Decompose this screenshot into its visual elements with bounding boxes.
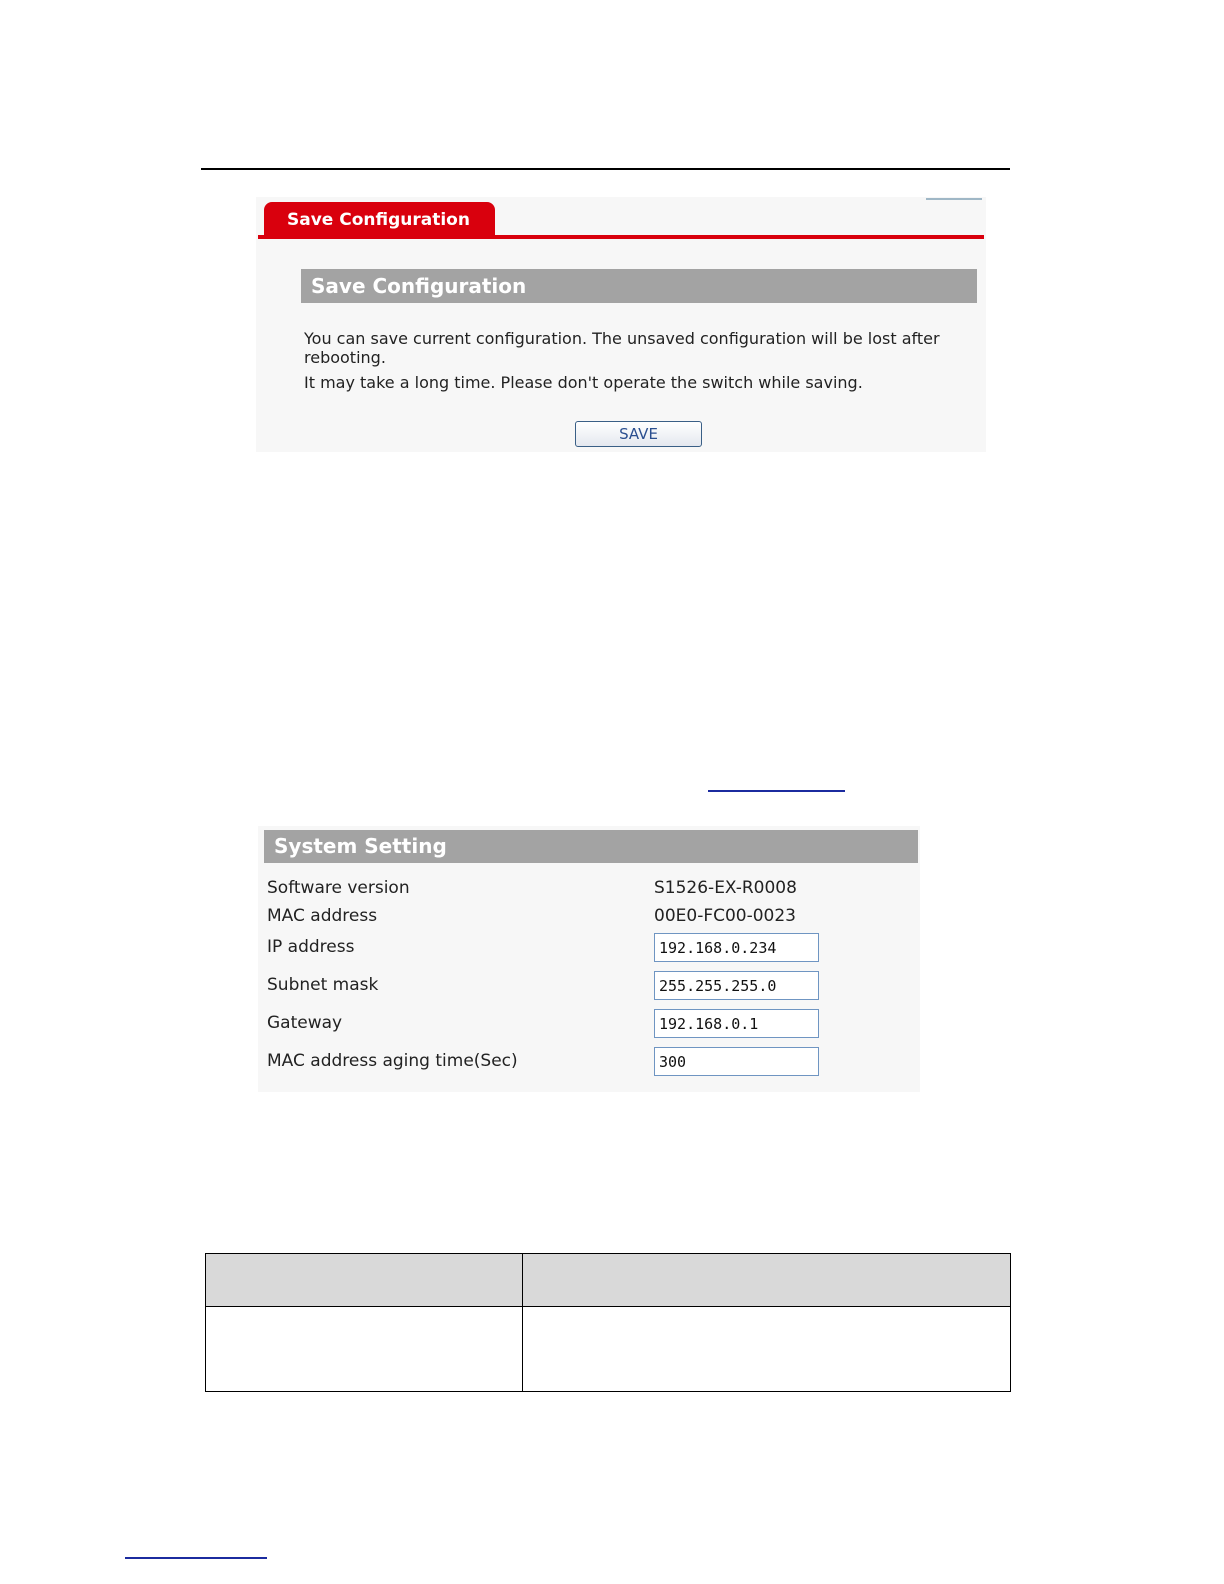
save-configuration-section-title: Save Configuration <box>301 269 977 303</box>
parameter-table <box>205 1253 1011 1392</box>
table-cell <box>523 1307 1011 1392</box>
save-button[interactable]: SAVE <box>575 421 702 447</box>
ip-address-input[interactable] <box>654 933 819 962</box>
mac-address-value: 00E0-FC00-0023 <box>654 906 797 926</box>
table-cell <box>206 1307 523 1392</box>
page-header-rule <box>201 168 1010 170</box>
save-configuration-panel <box>256 197 986 452</box>
tab-save-configuration[interactable]: Save Configuration <box>264 202 495 237</box>
hyperlink-underline[interactable] <box>708 790 845 792</box>
gateway-input[interactable] <box>654 1009 819 1038</box>
mac-address-label: MAC address <box>267 906 378 926</box>
footer-link-underline[interactable] <box>125 1557 267 1559</box>
tab-underline <box>258 235 984 239</box>
table-row <box>206 1307 1011 1392</box>
subnet-mask-input[interactable] <box>654 971 819 1000</box>
table-header-cell <box>206 1254 523 1307</box>
software-version-label: Software version <box>267 878 410 898</box>
table-header-row <box>206 1254 1011 1307</box>
software-version-value: S1526-EX-R0008 <box>654 878 797 898</box>
table-header-cell <box>523 1254 1011 1307</box>
mac-aging-time-input[interactable] <box>654 1047 819 1076</box>
gateway-label: Gateway <box>267 1013 343 1033</box>
save-warning-message: You can save current configuration. The unsaved configuration will be lost after rebooting. <box>304 329 940 367</box>
tab-accent-line <box>926 198 982 200</box>
subnet-mask-label: Subnet mask <box>267 975 379 995</box>
system-setting-panel <box>258 826 920 1092</box>
system-setting-section-title: System Setting <box>264 830 918 863</box>
mac-aging-time-label: MAC address aging time(Sec) <box>267 1051 518 1071</box>
ip-address-label: IP address <box>267 937 355 957</box>
save-duration-message: It may take a long time. Please don't operate the switch while saving. <box>304 373 863 392</box>
